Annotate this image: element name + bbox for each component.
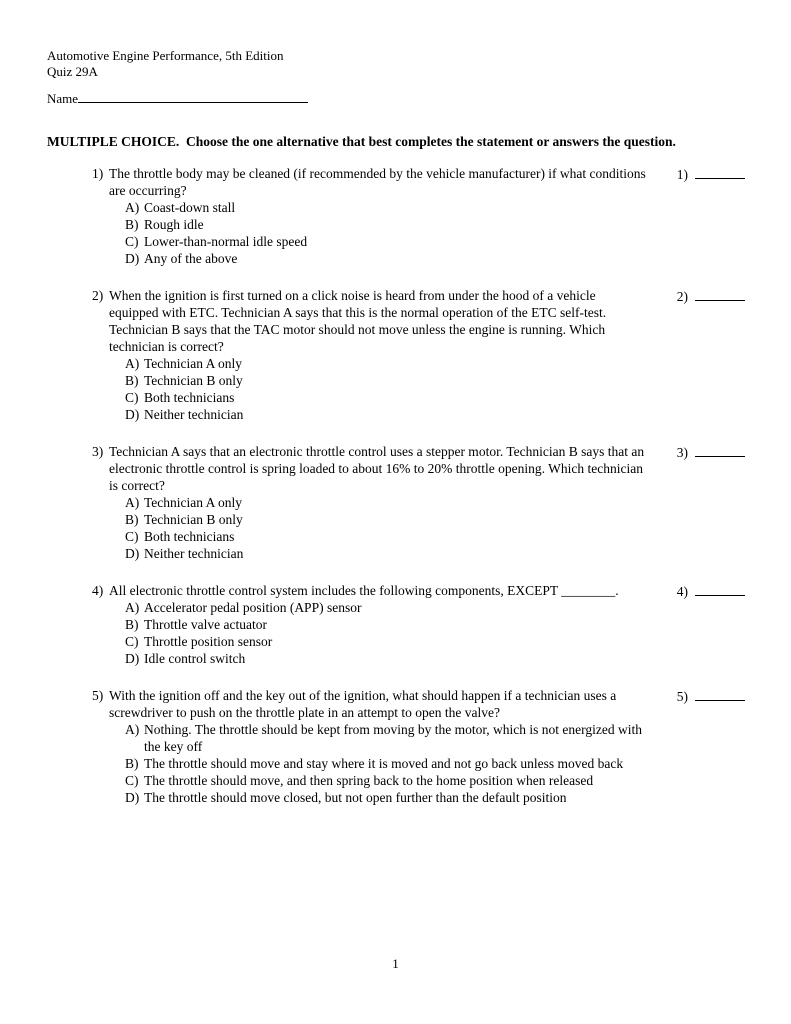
choice (125, 599, 648, 616)
choice-text: Technician A only (144, 495, 243, 510)
choice-letter: A) (125, 356, 140, 371)
choice-text: Idle control switch (144, 651, 246, 666)
choice-text: Coast-down stall (144, 200, 236, 215)
answer-slot (677, 582, 745, 600)
question-text: All electronic throttle control system includes the following components, EXCEPT ________. (109, 583, 619, 598)
choice-letter: B) (125, 217, 139, 232)
choice-text: Technician B only (144, 512, 243, 527)
choice-letter: C) (125, 529, 139, 544)
choice-text: The throttle should move, and then spring back to the home position when released (144, 773, 594, 788)
choice-text: Technician A only (144, 356, 243, 371)
choice-text: Rough idle (144, 217, 204, 232)
name-label: Name (47, 91, 79, 106)
choice-letter: D) (125, 651, 140, 666)
answer-slot (677, 287, 745, 305)
choice-letter: D) (125, 251, 140, 266)
question-main (92, 287, 648, 423)
question-text: The throttle body may be cleaned (if recommended by the vehicle manufacturer) if what conditions are occurring? (109, 166, 646, 198)
question-text: Technician A says that an electronic throttle control uses a stepper motor. Technician B says that an electronic throttle control is spring loaded to about 16% to 20% throttle opening. Which technician is correct? (109, 444, 645, 493)
question-main (92, 582, 648, 667)
question (92, 443, 745, 562)
choice-text: Both technicians (144, 390, 235, 405)
choice-letter: A) (125, 495, 140, 510)
answer-number: 5) (676, 689, 688, 704)
choice-text: Technician B only (144, 373, 243, 388)
answer-blank (695, 443, 745, 457)
name-blank (78, 90, 308, 103)
choice-letter: D) (125, 407, 140, 422)
choice-letter: B) (125, 756, 139, 771)
choice-letter: D) (125, 790, 140, 805)
choice-letter: A) (125, 722, 140, 737)
answer-slot (677, 443, 745, 461)
choice-text: The throttle should move and stay where it is moved and not go back unless moved back (144, 756, 624, 771)
answer-blank (695, 687, 745, 701)
answer-number: 1) (676, 167, 688, 182)
question-main (92, 687, 648, 806)
choice-text: Neither technician (144, 407, 244, 422)
answer-blank (695, 582, 745, 596)
choice-letter: C) (125, 773, 139, 788)
question-number: 5) (92, 688, 104, 703)
choice-letter: D) (125, 546, 140, 561)
question (92, 165, 745, 267)
quiz-title: Quiz 29A (47, 64, 98, 79)
answer-slot (677, 687, 745, 705)
choice (125, 650, 648, 667)
choice-text: Neither technician (144, 546, 244, 561)
choice (125, 389, 648, 406)
choice (125, 772, 648, 789)
section-instructions: MULTIPLE CHOICE. Choose the one alternative that best completes the statement or answers the question. (47, 134, 676, 149)
question-text: With the ignition off and the key out of the ignition, what should happen if a technician uses a screwdriver to push on the throttle plate in an attempt to open the valve? (109, 688, 617, 720)
question-number: 4) (92, 583, 104, 598)
choice-letter: C) (125, 390, 139, 405)
answer-number: 2) (676, 289, 688, 304)
choice (125, 355, 648, 372)
choice-text: Throttle valve actuator (144, 617, 267, 632)
page-number: 1 (392, 956, 399, 971)
choice (125, 616, 648, 633)
question-number: 2) (92, 288, 104, 303)
choice-text: Both technicians (144, 529, 235, 544)
question-number: 3) (92, 444, 104, 459)
course-title: Automotive Engine Performance, 5th Edition (47, 48, 284, 63)
choice-letter: B) (125, 373, 139, 388)
choice (125, 721, 648, 755)
document-header (47, 48, 745, 80)
choice (125, 199, 648, 216)
question-list (47, 165, 745, 806)
choice (125, 250, 648, 267)
choice-letter: C) (125, 634, 139, 649)
choice-letter: A) (125, 600, 140, 615)
name-row (47, 90, 745, 107)
choice (125, 511, 648, 528)
answer-blank (695, 287, 745, 301)
choice-letter: A) (125, 200, 140, 215)
choice-list (125, 494, 648, 562)
answer-number: 3) (676, 445, 688, 460)
choice (125, 494, 648, 511)
question (92, 687, 745, 806)
choice-list (125, 599, 648, 667)
choice (125, 755, 648, 772)
choice-text: Any of the above (144, 251, 238, 266)
choice-text: Nothing. The throttle should be kept from moving by the motor, which is not energized with the key off (144, 722, 643, 754)
choice-text: The throttle should move closed, but not open further than the default position (144, 790, 567, 805)
choice (125, 233, 648, 250)
choice (125, 545, 648, 562)
choice-text: Throttle position sensor (144, 634, 273, 649)
question-main (92, 165, 648, 267)
choice-list (125, 721, 648, 806)
choice-text: Accelerator pedal position (APP) sensor (144, 600, 362, 615)
question-text: When the ignition is first turned on a click noise is heard from under the hood of a vehicle equipped with ETC. Technician A says that this is the normal operation of the ETC self-test. Technician B says that the TAC motor should not move unless the engine is running. Which technician is correct? (109, 288, 607, 354)
choice (125, 216, 648, 233)
question (92, 287, 745, 423)
question-main (92, 443, 648, 562)
choice-letter: B) (125, 617, 139, 632)
answer-blank (695, 165, 745, 179)
choice-list (125, 355, 648, 423)
choice (125, 633, 648, 650)
choice-text: Lower-than-normal idle speed (144, 234, 308, 249)
choice (125, 406, 648, 423)
choice (125, 372, 648, 389)
question-number: 1) (92, 166, 104, 181)
choice-list (125, 199, 648, 267)
choice (125, 528, 648, 545)
choice-letter: B) (125, 512, 139, 527)
choice (125, 789, 648, 806)
choice-letter: C) (125, 234, 139, 249)
answer-slot (677, 165, 745, 183)
answer-number: 4) (676, 584, 688, 599)
question (92, 582, 745, 667)
